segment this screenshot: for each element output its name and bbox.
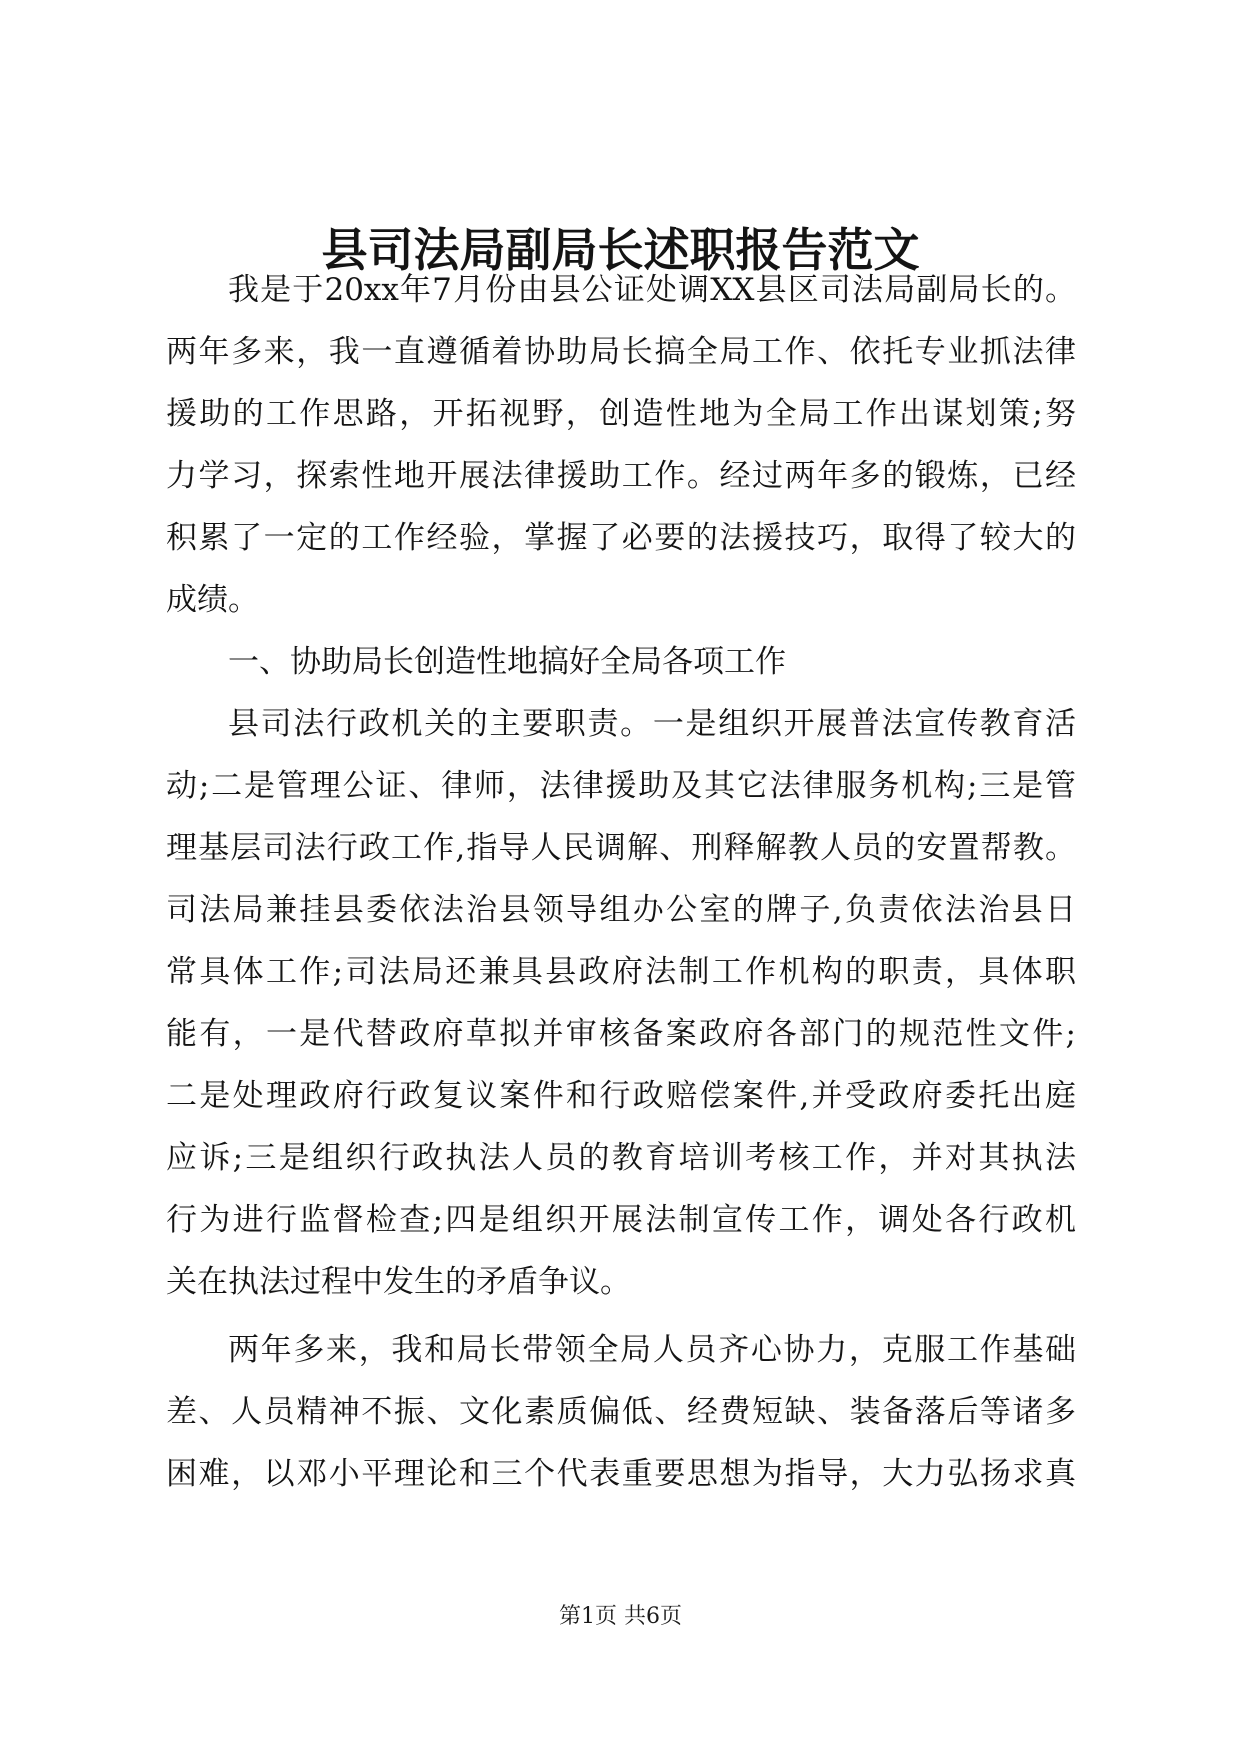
paragraph-line: 成绩。: [166, 582, 259, 618]
paragraph-line: 关在执法过程中发生的矛盾争议。: [166, 1264, 631, 1300]
paragraph-line: 困难，以邓小平理论和三个代表重要思想为指导，大力弘扬求真: [166, 1456, 1076, 1492]
paragraph-line: 积累了一定的工作经验，掌握了必要的法援技巧，取得了较大的: [166, 520, 1076, 556]
paragraph-line: 我是于20xx年7月份由县公证处调XX县区司法局副局长的。: [228, 272, 1076, 308]
paragraph-achievements: [166, 1319, 1076, 1505]
paragraph-line: 能有，一是代替政府草拟并审核备案政府各部门的规范性文件;: [166, 1016, 1076, 1052]
paragraph-line: 二是处理政府行政复议案件和行政赔偿案件,并受政府委托出庭: [166, 1078, 1076, 1114]
section-heading-1: [166, 631, 1076, 693]
document-title: 县司法局副局长述职报告范文: [321, 223, 920, 277]
page-number-footer: 第1页 共6页: [559, 1604, 682, 1629]
paragraph-duties: [166, 693, 1076, 1313]
paragraph-line: 司法局兼挂县委依法治县领导组办公室的牌子,负责依法治县日: [166, 892, 1076, 928]
paragraph-line: 援助的工作思路，开拓视野，创造性地为全局工作出谋划策;努: [166, 396, 1076, 432]
section-heading-text: 一、协助局长创造性地搞好全局各项工作: [228, 644, 786, 680]
paragraph-line: 理基层司法行政工作,指导人民调解、刑释解教人员的安置帮教。: [166, 830, 1076, 866]
paragraph-intro: [166, 259, 1076, 631]
document-body: [166, 259, 1076, 1505]
paragraph-line: 两年多来，我和局长带领全局人员齐心协力，克服工作基础: [228, 1332, 1076, 1368]
paragraph-line: 两年多来，我一直遵循着协助局长搞全局工作、依托专业抓法律: [166, 334, 1076, 370]
paragraph-line: 行为进行监督检查;四是组织开展法制宣传工作，调处各行政机: [166, 1202, 1076, 1238]
paragraph-line: 差、人员精神不振、文化素质偏低、经费短缺、装备落后等诸多: [166, 1394, 1076, 1430]
paragraph-line: 应诉;三是组织行政执法人员的教育培训考核工作，并对其执法: [166, 1140, 1076, 1176]
paragraph-line: 常具体工作;司法局还兼具县政府法制工作机构的职责，具体职: [166, 954, 1076, 990]
paragraph-line: 力学习，探索性地开展法律援助工作。经过两年多的锻炼，已经: [166, 458, 1076, 494]
paragraph-line: 县司法行政机关的主要职责。一是组织开展普法宣传教育活: [228, 706, 1076, 742]
paragraph-line: 动;二是管理公证、律师，法律援助及其它法律服务机构;三是管: [166, 768, 1076, 804]
